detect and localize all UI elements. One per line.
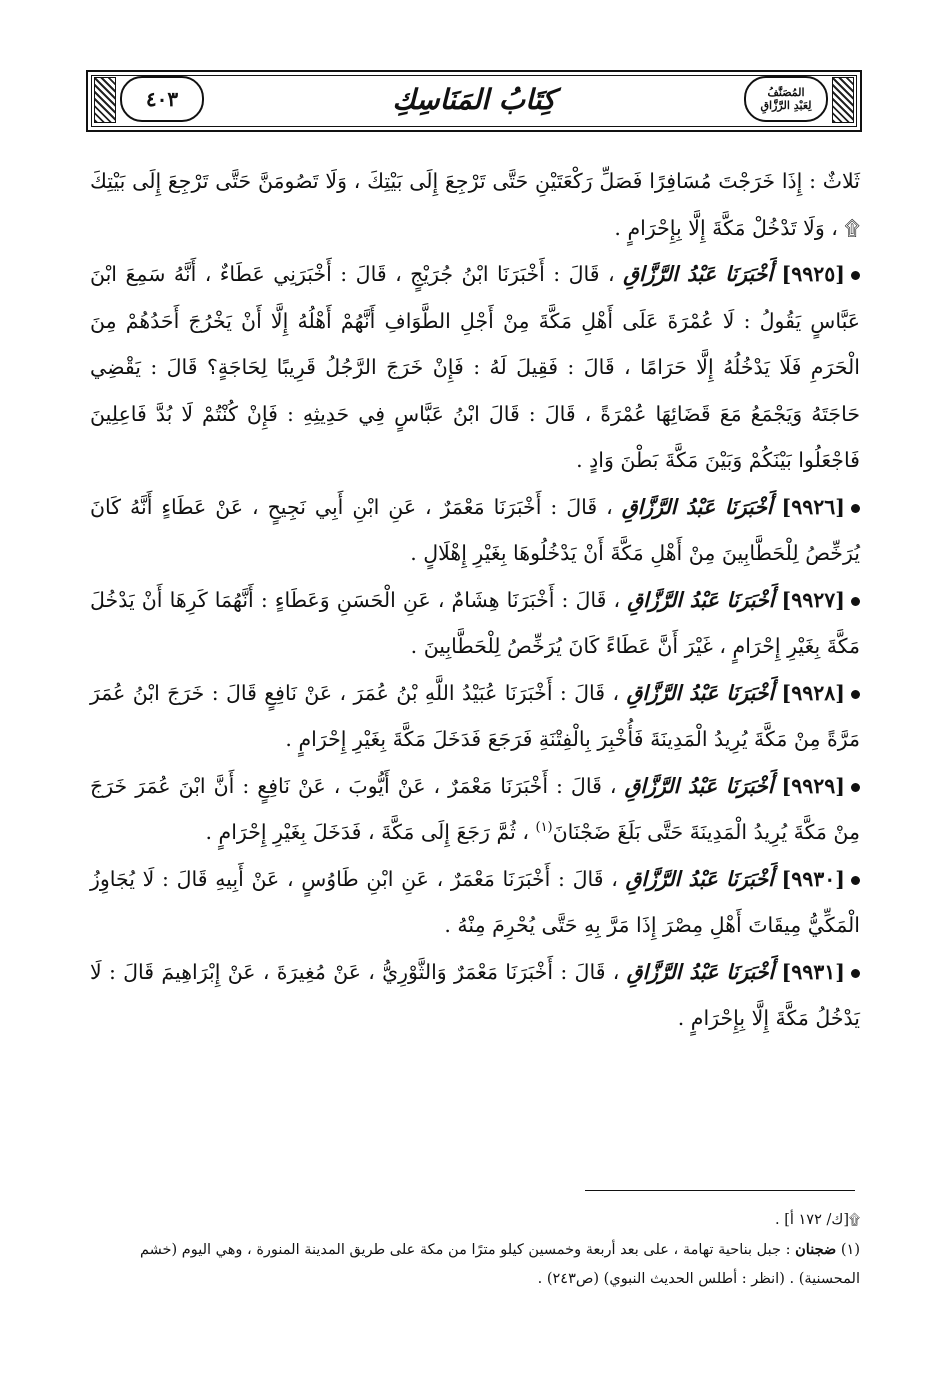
hadith-text: ، قَالَ : أَخْبَرَنَا مَعْمَرٌ ، عَنِ ابْنِ طَاوُسٍ ، عَنْ أَبِيهِ قَالَ : لَا يُجَاوِزُ الْمَكِّيُّ مِيقَاتَ أَهْلِ مِصْرَ إِذَا مَرَّ بِهِ حَتَّى يُحْرِمَ مِنْهُ . xyxy=(90,866,860,937)
hadith-text: ، قَالَ : أَخْبَرَنَا هِشَامٌ ، عَنِ الْحَسَنِ وَعَطَاءٍ : أَنَّهُمَا كَرِهَا أَنْ يَدْخُلَ مَكَّةَ بِغَيْرِ إِحْرَامٍ ، غَيْرَ أَنَّ عَطَاءً كَانَ يُرَخِّصُ لِلْحَطَّابِينَ . xyxy=(90,587,860,658)
hadith-9929 xyxy=(90,763,860,856)
hadith-text: ، قَالَ : أَخْبَرَنَا مَعْمَرٌ ، عَنِ ابْنِ أَبِي نَجِيحٍ ، عَنْ عَطَاءٍ أَنَّهُ كَانَ يُرَخِّصُ لِلْحَطَّابِينَ مِنْ أَهْلِ مَكَّةَ أَنْ يَدْخُلُوهَا بِغَيْرِ إِهْلَالٍ . xyxy=(90,494,860,565)
bullet-icon xyxy=(851,597,860,606)
chapter-title: كِتَابُ المَنَاسِكِ xyxy=(392,83,556,116)
page-header xyxy=(86,70,862,132)
narration-opening: أَخْبَرَنَا عَبْدُ الرَّزَّاقِ xyxy=(621,494,773,519)
hadith-text: ، قَالَ : أَخْبَرَنَا ابْنُ جُرَيْجٍ ، قَالَ : أَخْبَرَنِي عَطَاءٌ ، أَنَّهُ سَمِعَ ابْنَ عَبَّاسٍ يَقُولُ : لَا عُمْرَةَ عَلَى أَهْلِ مَكَّةَ مِنْ أَجْلِ الطَّوَافِ أَنَّهُمْ أَهْلُهُ إِلَّا أَنْ يَخْرُجَ أَحَدُهُمْ مِنَ الْحَرَمِ فَلَا يَدْخُلُهُ إِلَّا حَرَامًا ، قَالَ : فَقِيلَ لَهُ : فَإِنْ خَرَجَ الرَّجُلُ قَرِيبًا لِحَاجَةٍ؟ قَالَ : يَقْضِي حَاجَتَهُ وَيَجْمَعُ مَعَ قَضَائِهَا عُمْرَةً ، قَالَ : قَالَ ابْنُ عَبَّاسٍ فِي حَدِيثِهِ : فَإِنْ كُنْتُمْ لَا بُدَّ فَاعِلِينَ فَاجْعَلُوا بَيْنَكُمْ وَبَيْنَ مَكَّةَ بَطْنَ وَادٍ . xyxy=(90,262,860,472)
hadith-number: [٩٩٣٠] xyxy=(781,866,845,891)
hadith-number: [٩٩٢٦] xyxy=(781,494,845,519)
hadith-9928 xyxy=(90,670,860,763)
hadith-number: [٩٩٢٩] xyxy=(781,773,845,798)
hadith-9927 xyxy=(90,577,860,670)
narration-opening: أَخْبَرَنَا عَبْدُ الرَّزَّاقِ xyxy=(627,587,775,612)
bullet-icon xyxy=(851,271,860,280)
footnotes xyxy=(90,1206,860,1294)
manuscript-folio-note: ۩[ك/ ١٧٢ أ] . xyxy=(774,1212,860,1228)
footnote-1 xyxy=(90,1235,860,1294)
hadith-9930 xyxy=(90,856,860,949)
hadith-number: [٩٩٢٨] xyxy=(781,680,845,705)
bullet-icon xyxy=(851,876,860,885)
bullet-icon xyxy=(851,969,860,978)
logo-line-1: المُصَنَّفُ xyxy=(767,86,805,99)
logo-line-2: لِعَبْدِ الرَّزَّاقِ xyxy=(760,99,812,112)
footnote-divider xyxy=(585,1190,855,1191)
narration-opening: أَخْبَرَنَا عَبْدُ الرَّزَّاقِ xyxy=(623,262,774,286)
hadith-text: ، قَالَ : أَخْبَرَنَا مَعْمَرٌ وَالثَّوْرِيُّ ، عَنْ مُغِيرَةَ ، عَنْ إِبْرَاهِيمَ قَالَ : لَا يَدْخُلُ مَكَّةَ إِلَّا بِإِحْرَامٍ . xyxy=(90,959,860,1030)
hadith-number: [٩٩٢٥] xyxy=(781,262,845,286)
narration-opening: أَخْبَرَنَا عَبْدُ الرَّزَّاقِ xyxy=(626,680,775,705)
hadith-text: ، قَالَ : أَخْبَرَنَا مَعْمَرٌ ، عَنْ أَيُّوبَ ، عَنْ نَافِعٍ : أَنَّ ابْنَ عُمَرَ خَرَجَ مِنْ مَكَّةَ يُرِيدُ الْمَدِينَةَ حَتَّى بَلَغَ ضَجْنَانَ xyxy=(90,773,860,844)
narration-opening: أَخْبَرَنَا عَبْدُ الرَّزَّاقِ xyxy=(624,773,774,798)
paragraph-text: ثَلاثٌ : إِذَا خَرَجْتَ مُسَافِرًا فَصَلِّ رَكْعَتَيْنِ حَتَّى تَرْجِعَ إِلَى بَيْتِكَ ، وَلَا تَصُومَنَّ حَتَّى تَرْجِعَ إِلَى بَيْتِكَ ۩ ، وَلَا تَدْخُلْ مَكَّةَ إِلَّا بِإِحْرَامٍ . xyxy=(90,169,860,240)
footnote-term: ضجنان xyxy=(795,1241,837,1258)
narration-opening: أَخْبَرَنَا عَبْدُ الرَّزَّاقِ xyxy=(626,959,775,984)
paragraph-continuation xyxy=(90,158,860,251)
bullet-icon xyxy=(851,504,860,513)
hadith-9926 xyxy=(90,484,860,577)
hadith-text-continued: ، ثُمَّ رَجَعَ إِلَى مَكَّةَ ، فَدَخَلَ بِغَيْرِ إِحْرَامٍ . xyxy=(205,820,529,844)
footnote-marker[interactable]: (١) xyxy=(535,820,553,836)
narration-opening: أَخْبَرَنَا عَبْدُ الرَّزَّاقِ xyxy=(625,866,774,891)
main-text xyxy=(90,158,860,1042)
hadith-number: [٩٩٢٧] xyxy=(781,587,845,612)
page-number: ٤٠٣ xyxy=(120,76,204,122)
bullet-icon xyxy=(851,783,860,792)
footnote-number: (١) xyxy=(840,1242,860,1258)
hadith-number: [٩٩٣١] xyxy=(781,959,845,984)
hadith-9931 xyxy=(90,949,860,1042)
footnote-text: : جبل بناحية تهامة ، على بعد أربعة وخمسين كيلو مترًا من مكة على طريق المدينة المنورة ، وهي اليوم (خشم المحسنية) . (انظر : أطلس الحديث النبوي) (ص٢٤٣) . xyxy=(139,1242,860,1287)
hadith-9925 xyxy=(90,251,860,484)
bullet-icon xyxy=(851,690,860,699)
hadith-text: ، قَالَ : أَخْبَرَنَا عُبَيْدُ اللَّهِ بْنُ عُمَرَ ، عَنْ نَافِعٍ قَالَ : خَرَجَ ابْنُ عُمَرَ مَرَّةً مِنْ مَكَّةَ يُرِيدُ الْمَدِينَةَ فَأُخْبِرَ بِالْفِتْنَةِ فَرَجَعَ فَدَخَلَ مَكَّةَ بِغَيْرِ إِحْرَامٍ . xyxy=(90,680,860,751)
